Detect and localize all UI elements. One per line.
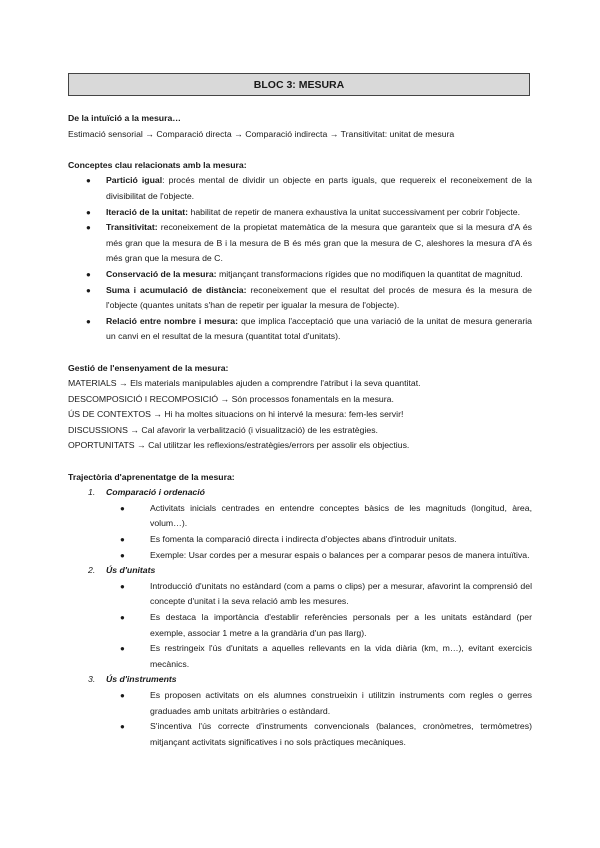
intuition-line: Estimació sensorial → Comparació directa → Comparació indirecta → Transitivitat: unitat de mesura [68,128,455,139]
trajectory-heading: Trajectòria d'aprenentatge de la mesura: [68,471,235,482]
management-line-discussions: DISCUSSIONS → Cal afavorir la verbalització (i visualització) de les estratègies. [68,424,378,435]
list-item: ● Es destaca la importància d'establir referències personals per a les unitats estàndard (per exemple, associar 1 metre a la grandària d'un pas llarg). [68,610,532,641]
management-heading: Gestió de l'ensenyament de la mesura: [68,362,229,373]
trajectory-section-instruments [68,672,532,688]
concept-term: Partició igual [106,175,163,186]
management-line-materials: MATERIALS → Els materials manipulables ajuden a comprendre l'atribut i la seva quantitat. [68,378,421,389]
section-number: 1. [88,487,96,498]
list-item: ● Exemple: Usar cordes per a mesurar espais o balances per a comparar pesos de manera intuïtiva. [68,548,532,564]
concept-text: reconeixement que el resultat del procés de mesura és la mesura de l'objecte (quantes unitats s'han de repetir per igualar la mesura de l'objecte). [106,284,533,311]
list-item: ● S'incentiva l'ús correcte d'instruments convencionals (balances, cronòmetres, termòmetres) mitjançant activitats significatives i no sols pràctiques mecàniques. [68,719,532,750]
concepts-list [68,173,532,345]
management-line-decomposition: DESCOMPOSICIÓ I RECOMPOSICIÓ → Són processos fonamentals en la mesura. [68,393,394,404]
management-line-opportunities: OPORTUNITATS → Cal utilitzar les reflexions/estratègies/errors per assolir els objectius. [68,440,410,451]
concept-item [68,173,532,204]
concept-item [68,283,532,314]
concept-term: Relació entre nombre i mesura: [106,315,239,326]
concept-term: Conservació de la mesura: [106,268,217,279]
trajectory-section-comparison-items [68,501,532,563]
document-body [68,111,532,750]
trajectory-section-units-items [68,579,532,673]
concept-text: reconeixement de la propietat matemàtica de la mesura que garanteix que si la mesura d'A és més gran que la mesura de B i la mesura de B és més gran que la mesura de C, aleshores la mesura d'A és més gran que la mesura de C. [106,222,532,264]
concept-item [68,205,532,221]
list-item: ● Es fomenta la comparació directa i indirecta d'objectes abans d'introduir unitats. [68,532,532,548]
trajectory-section-comparison [68,485,532,501]
list-item: ● Introducció d'unitats no estàndard (com a pams o clips) per a mesurar, afavorint la comprensió del concepte d'unitat i la seva relació amb les mesures. [68,579,532,610]
concept-term: Iteració de la unitat: [106,206,189,217]
section-label: Ús d'unitats [106,565,156,576]
concept-item [68,314,532,345]
page-title: BLOC 3: MESURA [68,73,530,96]
list-item: ● Es restringeix l'ús d'unitats a aquelles rellevants en la vida diària (km, m…), evitant exercicis mecànics. [68,641,532,672]
intuition-heading: De la intuïció a la mesura… [68,113,181,123]
concept-term: Transitivitat: [106,222,158,233]
concept-item [68,267,532,283]
concept-text: habilitat de repetir de manera exhaustiva la unitat successivament per cobrir l'objecte. [188,206,521,217]
trajectory-section-instruments-items [68,688,532,750]
trajectory-section-units [68,563,532,579]
list-item: ● Activitats inicials centrades en entendre conceptes bàsics de les magnituds (longitud, àrea, volum…). [68,501,532,532]
concept-item [68,220,532,267]
section-label: Comparació i ordenació [106,487,205,498]
management-line-contexts: ÚS DE CONTEXTOS → Hi ha moltes situacions on hi intervé la mesura: fem-les servir! [68,409,404,420]
section-label: Ús d'instruments [106,674,177,685]
concepts-heading: Conceptes clau relacionats amb la mesura: [68,159,247,170]
section-number: 3. [88,674,96,685]
concept-text: mitjançant transformacions rígides que no modifiquen la quantitat de magnitud. [216,268,523,279]
section-number: 2. [88,565,96,576]
concept-text: que implica l'acceptació que una variació de la unitat de mesura generaria un canvi en el resultat de la mesura (quantitat total d'unitats). [106,315,532,342]
concept-term: Suma i acumulació de distància: [106,284,247,295]
list-item: ● Es proposen activitats on els alumnes construeixin i utilitzin instruments com regles o gerres graduades amb unitats arbitràries o estàndard. [68,688,532,719]
concept-text: : procés mental de dividir un objecte en parts iguals, que requereix el reconeixement de la divisibilitat de l'objecte. [106,175,532,201]
